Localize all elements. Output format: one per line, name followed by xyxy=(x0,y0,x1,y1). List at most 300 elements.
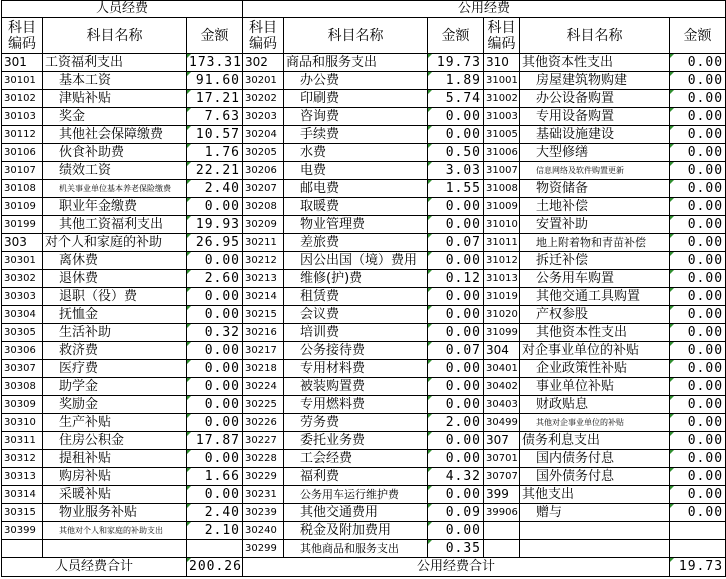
subject-name-cell: 公务用车购置 xyxy=(520,270,670,288)
subject-code-cell: 30106 xyxy=(2,144,43,162)
table-row xyxy=(2,486,726,504)
subject-code-cell: 30707 xyxy=(484,468,520,486)
subject-name-cell: 差旅费 xyxy=(284,234,428,252)
table-row xyxy=(2,468,726,486)
subject-code-cell: 30216 xyxy=(243,324,284,342)
subject-code-cell: 307 xyxy=(484,432,520,450)
subject-code-cell: 30109 xyxy=(2,198,43,216)
subject-code-cell: 30206 xyxy=(243,162,284,180)
subject-name-cell: 公务用车运行维护费 xyxy=(284,486,428,504)
subject-code-cell: 30402 xyxy=(484,378,520,396)
amount-cell: 0.00 xyxy=(670,126,726,144)
subject-name-cell: 债务利息支出 xyxy=(520,432,670,450)
subject-code-cell: 30231 xyxy=(243,486,284,504)
subject-code-cell: 31003 xyxy=(484,108,520,126)
table-row xyxy=(2,162,726,180)
subject-name-cell: 企业政策性补贴 xyxy=(520,360,670,378)
subject-code-cell: 31002 xyxy=(484,90,520,108)
amount-cell: 0.00 xyxy=(670,342,726,360)
subject-name-cell: 咨询费 xyxy=(284,108,428,126)
subject-code-cell: 30218 xyxy=(243,360,284,378)
subject-name-cell: 其他社会保障缴费 xyxy=(43,126,187,144)
amount-cell: 0.00 xyxy=(670,270,726,288)
amount-cell: 0.00 xyxy=(428,216,484,234)
subject-code-cell: 30201 xyxy=(243,72,284,90)
subject-name-cell: 职业年金缴费 xyxy=(43,198,187,216)
budget-table xyxy=(1,0,726,577)
code-col-header: 科目编码 xyxy=(243,18,284,54)
amount-cell: 0.00 xyxy=(428,522,484,540)
subject-code-cell: 30299 xyxy=(243,540,284,558)
amount-cell: 3.03 xyxy=(428,162,484,180)
amount-cell: 0.00 xyxy=(670,162,726,180)
table-row xyxy=(2,306,726,324)
subject-code-cell: 30312 xyxy=(2,450,43,468)
subject-code-cell: 30208 xyxy=(243,198,284,216)
subject-code-cell: 30307 xyxy=(2,360,43,378)
subject-code-cell: 30240 xyxy=(243,522,284,540)
subject-name-cell: 福利费 xyxy=(284,468,428,486)
amount-cell: 0.00 xyxy=(670,144,726,162)
table-row xyxy=(2,378,726,396)
amount-cell: 0.00 xyxy=(670,180,726,198)
table-row xyxy=(2,216,726,234)
amount-cell: 0.00 xyxy=(187,306,243,324)
subject-code-cell: 30227 xyxy=(243,432,284,450)
subject-name-cell: 助学金 xyxy=(43,378,187,396)
subject-name-cell: 办公费 xyxy=(284,72,428,90)
subject-name-cell: 事业单位补贴 xyxy=(520,378,670,396)
subject-code-cell: 30199 xyxy=(2,216,43,234)
amount-col-header: 金额 xyxy=(187,18,243,54)
subject-code-cell xyxy=(484,540,520,558)
amount-cell: 0.07 xyxy=(428,234,484,252)
subject-code-cell: 31010 xyxy=(484,216,520,234)
table-row xyxy=(2,360,726,378)
subject-name-cell: 赠与 xyxy=(520,504,670,522)
amount-cell: 0.00 xyxy=(187,378,243,396)
amount-cell: 0.00 xyxy=(670,198,726,216)
personnel-total-amount: 200.26 xyxy=(187,558,243,577)
subject-code-cell: 30107 xyxy=(2,162,43,180)
subject-name-cell: 其他交通工具购置 xyxy=(520,288,670,306)
amount-cell: 2.60 xyxy=(187,270,243,288)
table-row xyxy=(2,90,726,108)
subject-code-cell: 30315 xyxy=(2,504,43,522)
subject-code-cell: 31011 xyxy=(484,234,520,252)
subject-name-cell: 地上附着物和青苗补偿 xyxy=(520,234,670,252)
subject-name-cell: 其他对企事业单位的补贴 xyxy=(520,414,670,432)
amount-cell: 17.21 xyxy=(187,90,243,108)
subject-name-cell xyxy=(520,540,670,558)
subject-code-cell: 31009 xyxy=(484,198,520,216)
subject-name-cell: 其他对个人和家庭的补助支出 xyxy=(43,522,187,540)
subject-code-cell: 30226 xyxy=(243,414,284,432)
subject-name-cell: 其他支出 xyxy=(520,486,670,504)
amount-cell: 0.00 xyxy=(428,126,484,144)
subject-name-cell: 专用材料费 xyxy=(284,360,428,378)
subject-name-cell: 绩效工资 xyxy=(43,162,187,180)
subject-code-cell: 30228 xyxy=(243,450,284,468)
subject-code-cell: 399 xyxy=(484,486,520,504)
amount-cell: 0.00 xyxy=(670,252,726,270)
subject-name-cell: 办公设备购置 xyxy=(520,90,670,108)
amount-cell: 26.95 xyxy=(187,234,243,252)
subject-code-cell: 30211 xyxy=(243,234,284,252)
subject-name-cell: 取暖费 xyxy=(284,198,428,216)
subject-code-cell: 30212 xyxy=(243,252,284,270)
table-row xyxy=(2,54,726,72)
subject-code-cell: 310 xyxy=(484,54,520,72)
amount-cell: 0.00 xyxy=(670,72,726,90)
subject-code-cell: 30310 xyxy=(2,414,43,432)
amount-cell: 7.63 xyxy=(187,108,243,126)
subject-name-cell: 委托业务费 xyxy=(284,432,428,450)
subject-code-cell: 30308 xyxy=(2,378,43,396)
subject-name-cell: 房屋建筑物购建 xyxy=(520,72,670,90)
subject-name-cell: 物资储备 xyxy=(520,180,670,198)
subject-code-cell: 30224 xyxy=(243,378,284,396)
amount-cell: 1.89 xyxy=(428,72,484,90)
amount-cell: 0.00 xyxy=(187,198,243,216)
amount-cell: 0.00 xyxy=(187,288,243,306)
amount-cell: 19.73 xyxy=(428,54,484,72)
subject-code-cell: 30399 xyxy=(2,522,43,540)
subject-name-cell: 采暖补贴 xyxy=(43,486,187,504)
subject-code-cell xyxy=(484,522,520,540)
subject-name-cell: 伙食补助费 xyxy=(43,144,187,162)
table-row xyxy=(2,198,726,216)
subject-code-cell: 30202 xyxy=(243,90,284,108)
amount-cell: 0.00 xyxy=(670,378,726,396)
subject-code-cell: 30309 xyxy=(2,396,43,414)
amount-cell xyxy=(670,522,726,540)
amount-cell xyxy=(187,540,243,558)
subject-code-cell: 39906 xyxy=(484,504,520,522)
subject-name-cell: 其他商品和服务支出 xyxy=(284,540,428,558)
subject-code-cell: 30214 xyxy=(243,288,284,306)
amount-cell: 0.00 xyxy=(670,396,726,414)
table-row xyxy=(2,72,726,90)
subject-name-cell: 救济费 xyxy=(43,342,187,360)
subject-code-cell xyxy=(2,540,43,558)
amount-cell: 0.00 xyxy=(670,108,726,126)
subject-name-cell: 因公出国（境）费用 xyxy=(284,252,428,270)
subject-code-cell: 30101 xyxy=(2,72,43,90)
amount-cell: 2.10 xyxy=(187,522,243,540)
subject-code-cell: 31013 xyxy=(484,270,520,288)
subject-name-cell: 对企事业单位的补贴 xyxy=(520,342,670,360)
subject-name-cell: 奖励金 xyxy=(43,396,187,414)
subject-name-cell: 生产补贴 xyxy=(43,414,187,432)
amount-cell: 0.00 xyxy=(670,360,726,378)
subject-code-cell: 30229 xyxy=(243,468,284,486)
subject-name-cell: 维修(护)费 xyxy=(284,270,428,288)
amount-cell: 2.40 xyxy=(187,180,243,198)
table-row xyxy=(2,234,726,252)
amount-cell: 0.00 xyxy=(670,306,726,324)
public-total-label: 公用经费合计 xyxy=(243,558,670,577)
subject-code-cell: 30401 xyxy=(484,360,520,378)
amount-cell: 0.00 xyxy=(670,90,726,108)
amount-cell: 0.00 xyxy=(187,342,243,360)
amount-cell: 0.00 xyxy=(187,414,243,432)
subject-name-cell: 抚恤金 xyxy=(43,306,187,324)
subject-name-cell: 生活补助 xyxy=(43,324,187,342)
table-row xyxy=(2,252,726,270)
table-row xyxy=(2,450,726,468)
subject-name-cell: 信息网络及软件购置更新 xyxy=(520,162,670,180)
amount-cell: 10.57 xyxy=(187,126,243,144)
amount-cell: 0.00 xyxy=(670,468,726,486)
amount-cell: 0.00 xyxy=(187,396,243,414)
subject-name-cell: 奖金 xyxy=(43,108,187,126)
amount-cell: 0.00 xyxy=(187,252,243,270)
subject-name-cell: 基本工资 xyxy=(43,72,187,90)
subject-code-cell: 30302 xyxy=(2,270,43,288)
public-total-amount: 19.73 xyxy=(670,558,726,577)
name-col-header: 科目名称 xyxy=(520,18,670,54)
subject-code-cell: 31001 xyxy=(484,72,520,90)
subject-code-cell: 30203 xyxy=(243,108,284,126)
table-row xyxy=(2,396,726,414)
subject-name-cell: 土地补偿 xyxy=(520,198,670,216)
amount-cell: 0.00 xyxy=(428,108,484,126)
amount-cell: 0.00 xyxy=(670,216,726,234)
amount-col-header: 金额 xyxy=(428,18,484,54)
subject-name-cell: 购房补贴 xyxy=(43,468,187,486)
totals-row xyxy=(2,558,726,577)
amount-cell: 0.00 xyxy=(187,486,243,504)
subject-name-cell: 专用燃料费 xyxy=(284,396,428,414)
subject-code-cell: 30103 xyxy=(2,108,43,126)
amount-cell: 0.00 xyxy=(670,450,726,468)
name-col-header: 科目名称 xyxy=(284,18,428,54)
subject-name-cell: 工会经费 xyxy=(284,450,428,468)
subject-name-cell: 住房公积金 xyxy=(43,432,187,450)
table-row xyxy=(2,180,726,198)
table-row xyxy=(2,540,726,558)
subject-name-cell: 会议费 xyxy=(284,306,428,324)
amount-cell: 0.32 xyxy=(187,324,243,342)
subject-code-cell: 30305 xyxy=(2,324,43,342)
amount-cell: 17.87 xyxy=(187,432,243,450)
subject-code-cell: 30215 xyxy=(243,306,284,324)
group-header-row xyxy=(2,1,726,18)
amount-cell: 19.93 xyxy=(187,216,243,234)
subject-name-cell: 被装购置费 xyxy=(284,378,428,396)
subject-name-cell: 印刷费 xyxy=(284,90,428,108)
amount-cell: 0.35 xyxy=(428,540,484,558)
amount-cell: 173.31 xyxy=(187,54,243,72)
subject-code-cell: 30108 xyxy=(2,180,43,198)
subject-name-cell: 电费 xyxy=(284,162,428,180)
subject-code-cell: 31005 xyxy=(484,126,520,144)
amount-cell: 0.00 xyxy=(428,396,484,414)
subject-code-cell: 31008 xyxy=(484,180,520,198)
amount-cell: 91.60 xyxy=(187,72,243,90)
subject-code-cell: 31019 xyxy=(484,288,520,306)
subject-code-cell: 30306 xyxy=(2,342,43,360)
subject-code-cell: 30207 xyxy=(243,180,284,198)
subject-code-cell: 30217 xyxy=(243,342,284,360)
amount-cell: 0.00 xyxy=(187,450,243,468)
amount-cell: 0.09 xyxy=(428,504,484,522)
subject-name-cell: 医疗费 xyxy=(43,360,187,378)
subject-code-cell: 30301 xyxy=(2,252,43,270)
subject-code-cell: 30204 xyxy=(243,126,284,144)
amount-cell: 0.00 xyxy=(670,432,726,450)
subject-code-cell: 30314 xyxy=(2,486,43,504)
amount-cell: 0.00 xyxy=(670,414,726,432)
amount-cell: 0.00 xyxy=(428,486,484,504)
subject-name-cell: 其他资本性支出 xyxy=(520,54,670,72)
subject-name-cell: 专用设备购置 xyxy=(520,108,670,126)
subject-code-cell: 30403 xyxy=(484,396,520,414)
public-group-header: 公用经费 xyxy=(243,1,726,18)
amount-col-header: 金额 xyxy=(670,18,726,54)
subject-name-cell: 物业管理费 xyxy=(284,216,428,234)
subject-name-cell: 租赁费 xyxy=(284,288,428,306)
subject-code-cell: 30303 xyxy=(2,288,43,306)
amount-cell xyxy=(670,540,726,558)
subject-code-cell: 30225 xyxy=(243,396,284,414)
amount-cell: 0.00 xyxy=(428,306,484,324)
table-row xyxy=(2,432,726,450)
subject-code-cell: 31012 xyxy=(484,252,520,270)
code-col-header: 科目编码 xyxy=(2,18,43,54)
subject-code-cell: 30499 xyxy=(484,414,520,432)
code-col-header: 科目编码 xyxy=(484,18,520,54)
table-row xyxy=(2,126,726,144)
amount-cell: 0.00 xyxy=(670,486,726,504)
table-row xyxy=(2,324,726,342)
amount-cell: 0.00 xyxy=(428,432,484,450)
subject-name-cell: 劳务费 xyxy=(284,414,428,432)
table-row xyxy=(2,270,726,288)
subject-name-cell: 物业服务补贴 xyxy=(43,504,187,522)
amount-cell: 0.00 xyxy=(187,360,243,378)
table-row xyxy=(2,414,726,432)
subject-code-cell: 30313 xyxy=(2,468,43,486)
table-row xyxy=(2,342,726,360)
amount-cell: 0.00 xyxy=(428,252,484,270)
amount-cell: 0.00 xyxy=(428,360,484,378)
amount-cell: 1.66 xyxy=(187,468,243,486)
subject-name-cell: 大型修缮 xyxy=(520,144,670,162)
amount-cell: 0.12 xyxy=(428,270,484,288)
subject-name-cell: 税金及附加费用 xyxy=(284,522,428,540)
table-row xyxy=(2,144,726,162)
subject-code-cell: 301 xyxy=(2,54,43,72)
subject-code-cell: 303 xyxy=(2,234,43,252)
subject-name-cell: 培训费 xyxy=(284,324,428,342)
amount-cell: 2.40 xyxy=(187,504,243,522)
amount-cell: 22.21 xyxy=(187,162,243,180)
personnel-group-header: 人员经费 xyxy=(2,1,243,18)
personnel-total-label: 人员经费合计 xyxy=(2,558,187,577)
subject-code-cell: 302 xyxy=(243,54,284,72)
subject-code-cell: 30205 xyxy=(243,144,284,162)
subject-name-cell: 离休费 xyxy=(43,252,187,270)
subject-name-cell: 提租补贴 xyxy=(43,450,187,468)
subject-name-cell: 邮电费 xyxy=(284,180,428,198)
amount-cell: 0.00 xyxy=(428,288,484,306)
subject-code-cell: 31099 xyxy=(484,324,520,342)
subject-name-cell xyxy=(43,540,187,558)
subject-name-cell: 其他工资福利支出 xyxy=(43,216,187,234)
amount-cell: 0.00 xyxy=(428,378,484,396)
amount-cell: 5.74 xyxy=(428,90,484,108)
subject-name-cell: 手续费 xyxy=(284,126,428,144)
subject-name-cell: 退职（役）费 xyxy=(43,288,187,306)
amount-cell: 0.00 xyxy=(670,504,726,522)
subject-name-cell: 工资福利支出 xyxy=(43,54,187,72)
amount-cell: 0.07 xyxy=(428,342,484,360)
table-row xyxy=(2,504,726,522)
table-row xyxy=(2,288,726,306)
amount-cell: 0.00 xyxy=(670,234,726,252)
amount-cell: 0.50 xyxy=(428,144,484,162)
subject-name-cell: 津贴补贴 xyxy=(43,90,187,108)
subject-name-cell: 财政贴息 xyxy=(520,396,670,414)
amount-cell: 2.00 xyxy=(428,414,484,432)
subject-code-cell: 30112 xyxy=(2,126,43,144)
amount-cell: 0.00 xyxy=(670,324,726,342)
subject-name-cell: 其他资本性支出 xyxy=(520,324,670,342)
name-col-header: 科目名称 xyxy=(43,18,187,54)
subject-code-cell: 31020 xyxy=(484,306,520,324)
subject-name-cell: 机关事业单位基本养老保险缴费 xyxy=(43,180,187,198)
subject-name-cell xyxy=(520,522,670,540)
subject-code-cell: 30239 xyxy=(243,504,284,522)
amount-cell: 0.00 xyxy=(670,288,726,306)
subject-name-cell: 国外债务付息 xyxy=(520,468,670,486)
subject-name-cell: 国内债务付息 xyxy=(520,450,670,468)
subject-code-cell: 30701 xyxy=(484,450,520,468)
column-header-row xyxy=(2,18,726,54)
amount-cell: 1.55 xyxy=(428,180,484,198)
subject-name-cell: 其他交通费用 xyxy=(284,504,428,522)
subject-code-cell: 30209 xyxy=(243,216,284,234)
subject-name-cell: 商品和服务支出 xyxy=(284,54,428,72)
table-row xyxy=(2,108,726,126)
subject-code-cell: 31007 xyxy=(484,162,520,180)
subject-name-cell: 公务接待费 xyxy=(284,342,428,360)
subject-name-cell: 基础设施建设 xyxy=(520,126,670,144)
subject-code-cell: 304 xyxy=(484,342,520,360)
amount-cell: 1.76 xyxy=(187,144,243,162)
subject-code-cell: 30304 xyxy=(2,306,43,324)
subject-name-cell: 对个人和家庭的补助 xyxy=(43,234,187,252)
amount-cell: 0.00 xyxy=(428,450,484,468)
subject-code-cell: 30213 xyxy=(243,270,284,288)
subject-name-cell: 安置补助 xyxy=(520,216,670,234)
table-body xyxy=(2,1,726,577)
subject-name-cell: 水费 xyxy=(284,144,428,162)
subject-code-cell: 30311 xyxy=(2,432,43,450)
subject-name-cell: 拆迁补偿 xyxy=(520,252,670,270)
subject-code-cell: 30102 xyxy=(2,90,43,108)
table-row xyxy=(2,522,726,540)
amount-cell: 0.00 xyxy=(428,324,484,342)
amount-cell: 0.00 xyxy=(428,198,484,216)
amount-cell: 0.00 xyxy=(670,54,726,72)
subject-code-cell: 31006 xyxy=(484,144,520,162)
subject-name-cell: 产权参股 xyxy=(520,306,670,324)
subject-name-cell: 退休费 xyxy=(43,270,187,288)
amount-cell: 4.32 xyxy=(428,468,484,486)
